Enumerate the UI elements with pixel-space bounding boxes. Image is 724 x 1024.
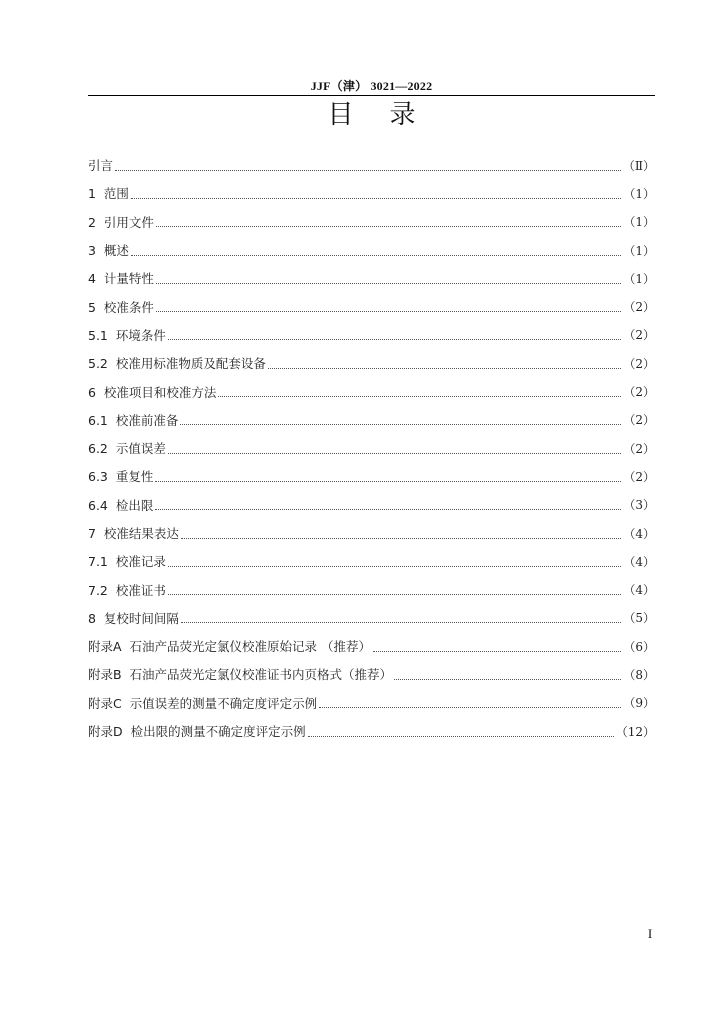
toc-entry-page: （12） (615, 724, 655, 739)
toc-entry-page: （Ⅱ） (622, 158, 655, 173)
toc-entry-label: 5.1 环境条件 (88, 327, 166, 343)
toc-entry[interactable] (88, 660, 655, 688)
toc-entry-label: 附录A 石油产品荧光定氯仪校准原始记录 （推荐） (88, 639, 371, 655)
toc-entry-label: 6.2 示值误差 (88, 441, 166, 457)
toc-entry[interactable] (88, 208, 655, 236)
dot-leader (373, 650, 621, 652)
toc-entry[interactable] (88, 406, 655, 434)
dot-leader (168, 565, 622, 567)
toc-entry-page: （2） (623, 300, 655, 315)
toc-entry-page: （2） (623, 413, 655, 428)
toc-entry-page: （2） (623, 385, 655, 400)
toc-entry-page: （2） (623, 469, 655, 484)
toc-entry-page: （6） (623, 639, 655, 654)
toc-entry-page: （5） (623, 611, 655, 626)
toc-entry-label: 附录B 石油产品荧光定氯仪校准证书内页格式（推荐） (88, 667, 393, 683)
toc-entry[interactable] (88, 491, 655, 519)
toc-entry[interactable] (88, 575, 655, 603)
toc-entry-page: （2） (623, 356, 655, 371)
header-rule (88, 95, 655, 96)
toc-entry[interactable] (88, 179, 655, 207)
toc-entry-label: 8 复校时间间隔 (88, 610, 179, 626)
toc-entry-page: （4） (623, 554, 655, 569)
toc-entry-page: （2） (623, 328, 655, 343)
toc-entry[interactable] (88, 264, 655, 292)
toc-entry[interactable] (88, 689, 655, 717)
toc-entry[interactable] (88, 547, 655, 575)
toc-entry-label: 6.1 校准前准备 (88, 412, 179, 428)
toc-entry-page: （8） (623, 667, 655, 682)
toc-entry-label: 2 引用文件 (88, 214, 154, 230)
dot-leader (180, 423, 621, 425)
dot-leader (115, 169, 621, 171)
toc-entry[interactable] (88, 519, 655, 547)
toc-entry-label: 7.2 校准证书 (88, 582, 166, 598)
toc-entry[interactable] (88, 604, 655, 632)
toc-entry-page: （1） (623, 186, 655, 201)
page-number: I (647, 926, 653, 941)
dot-leader (308, 735, 614, 737)
dot-leader (131, 197, 621, 199)
toc-entry-page: （4） (623, 583, 655, 598)
dot-leader (168, 452, 622, 454)
toc-entry-label: 7 校准结果表达 (88, 526, 179, 541)
toc-entry-label: 3 概述 (88, 243, 129, 259)
toc-entry[interactable] (88, 321, 655, 349)
toc-entry[interactable] (88, 151, 655, 179)
toc-entry[interactable] (88, 349, 655, 377)
dot-leader (268, 367, 622, 369)
toc-entry[interactable] (88, 632, 655, 660)
dot-leader (181, 621, 621, 623)
dot-leader (394, 678, 621, 680)
toc-entry[interactable] (88, 377, 655, 405)
toc-entry-page: （1） (623, 243, 655, 258)
table-of-contents (88, 151, 655, 745)
toc-entry-page: （3） (623, 498, 655, 513)
toc-entry[interactable] (88, 292, 655, 320)
toc-entry-label: 6.4 检出限 (88, 497, 154, 513)
dot-leader (131, 254, 621, 256)
dot-leader (155, 480, 621, 482)
toc-entry-label: 6.3 重复性 (88, 469, 154, 485)
dot-leader (218, 395, 621, 397)
dot-leader (156, 310, 621, 312)
toc-entry-label: 5 校准条件 (88, 299, 154, 315)
toc-entry-page: （4） (623, 526, 655, 541)
toc-entry-label: 4 计量特性 (88, 271, 154, 287)
dot-leader (156, 282, 621, 284)
toc-entry[interactable] (88, 717, 655, 745)
toc-entry-label: 附录C 示值误差的测量不确定度评定示例 (88, 695, 318, 711)
toc-entry-page: （1） (623, 271, 655, 286)
toc-entry-label: 1 范围 (88, 186, 129, 202)
dot-leader (181, 537, 621, 539)
toc-entry[interactable] (88, 236, 655, 264)
dot-leader (156, 225, 621, 227)
dot-leader (155, 508, 621, 510)
dot-leader (168, 593, 622, 595)
dot-leader (319, 706, 621, 708)
toc-entry-page: （9） (623, 696, 655, 711)
toc-entry[interactable] (88, 462, 655, 490)
toc-entry-label: 引言 (88, 158, 114, 174)
toc-entry-label: 5.2 校准用标准物质及配套设备 (88, 356, 266, 372)
toc-entry[interactable] (88, 434, 655, 462)
toc-entry-label: 7.1 校准记录 (88, 554, 166, 570)
dot-leader (168, 338, 622, 340)
toc-entry-label: 附录D 检出限的测量不确定度评定示例 (88, 724, 306, 740)
toc-entry-page: （2） (623, 441, 655, 456)
page-title: 目录 (327, 100, 452, 130)
document-code-header: JJF（津） 3021—2022 (310, 79, 433, 93)
toc-entry-label: 6 校准项目和校准方法 (88, 384, 217, 400)
toc-entry-page: （1） (623, 215, 655, 230)
